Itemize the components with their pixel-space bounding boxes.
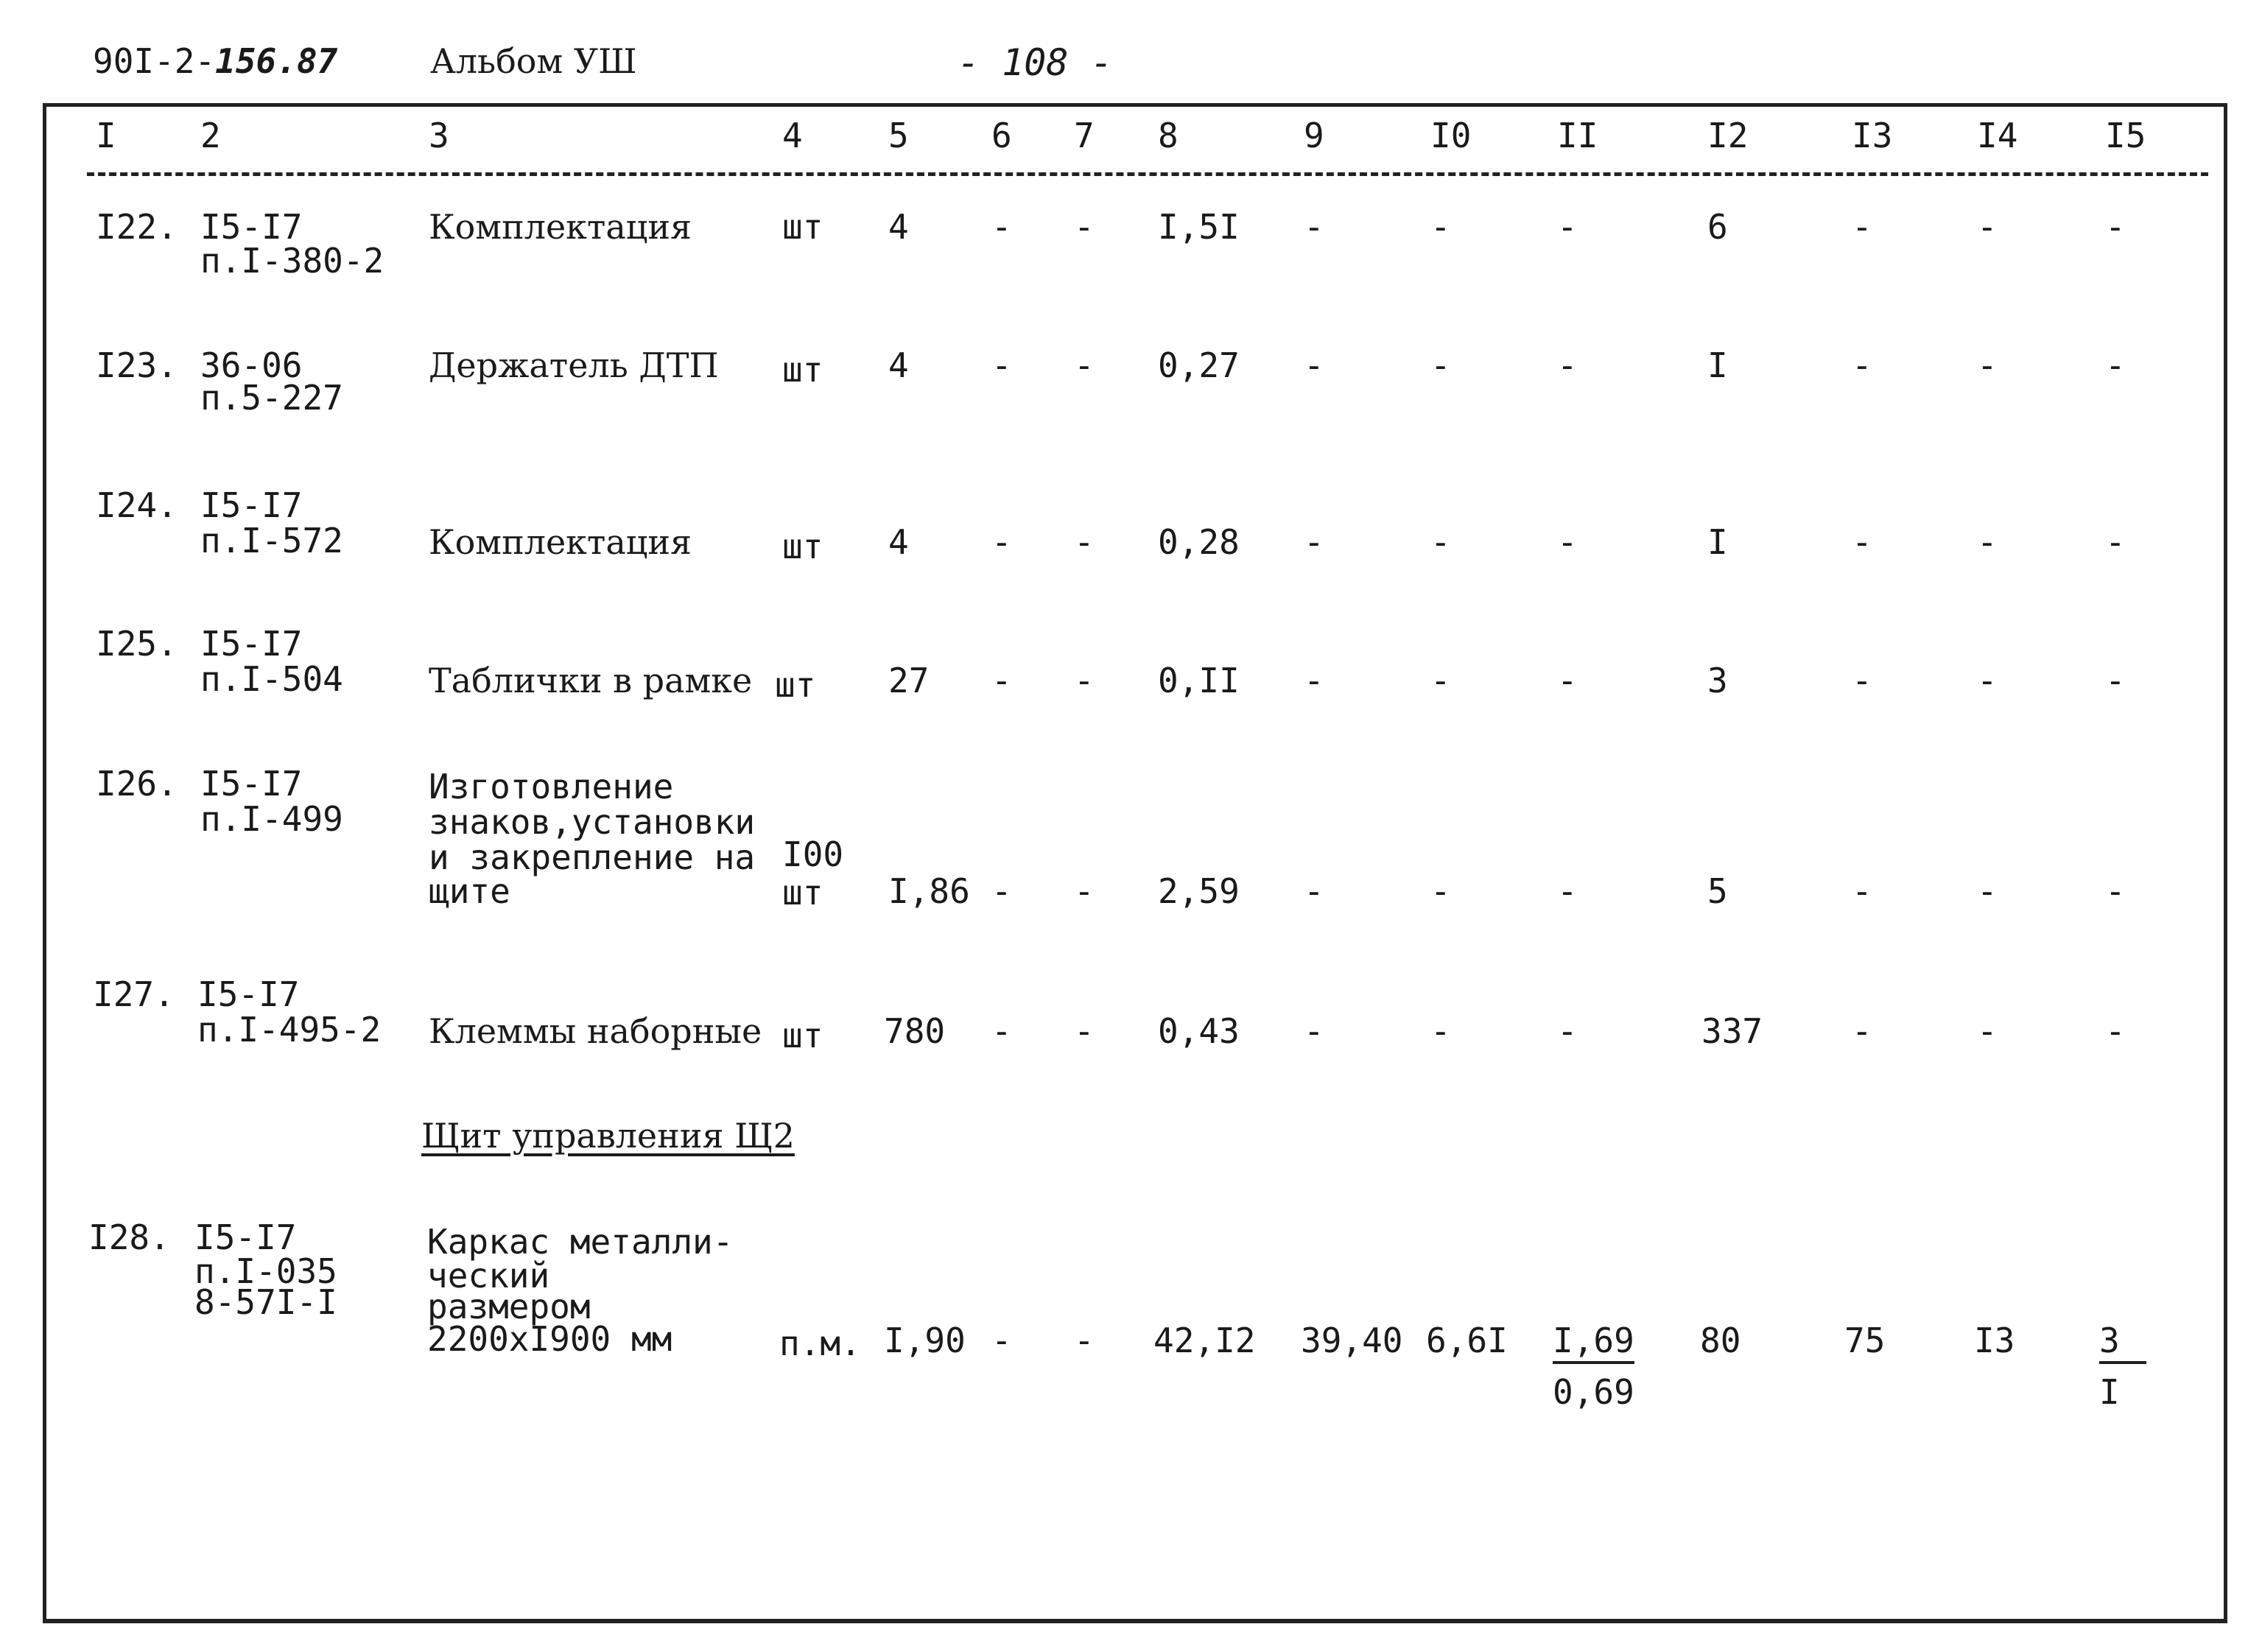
cell: I: [1707, 345, 1728, 385]
unit: шт: [782, 207, 823, 247]
row-number: I22.: [96, 207, 178, 247]
item-name: и закрепление на: [429, 837, 756, 877]
cell: -: [1304, 207, 1324, 247]
cell: -: [1852, 1011, 1872, 1051]
cell: -: [1074, 1321, 1095, 1360]
cell: -: [1852, 871, 1872, 911]
norm-code: п.5-227: [200, 378, 343, 418]
cell: -: [991, 207, 1012, 247]
table-frame: [43, 103, 2227, 1623]
item-name: Таблички в рамке: [429, 661, 753, 700]
fraction-top: I,69: [1553, 1323, 1634, 1364]
fraction-bottom: 0,69: [1553, 1372, 1634, 1412]
cell: -: [1557, 871, 1578, 911]
cell: 2,59: [1158, 871, 1240, 911]
row-number: I27.: [93, 974, 175, 1014]
unit: шт: [775, 665, 816, 705]
col-head-2: 2: [200, 116, 221, 155]
item-name: Комплектация: [429, 207, 692, 247]
col-head-13: I3: [1852, 116, 1893, 155]
norm-code: п.I-504: [200, 659, 343, 699]
cell: -: [1557, 522, 1578, 562]
cell: -: [1977, 661, 1998, 700]
unit: шт: [782, 350, 823, 390]
cell: 0,43: [1158, 1011, 1240, 1051]
cell: -: [1304, 345, 1324, 385]
quantity: 27: [888, 661, 930, 700]
cell: -: [1430, 661, 1451, 700]
norm-code: I5-I7: [200, 485, 303, 525]
cell: -: [1977, 345, 1998, 385]
item-name: щите: [429, 871, 510, 911]
quantity: 4: [888, 345, 909, 385]
item-name: размером: [427, 1287, 591, 1326]
col-head-1: I: [96, 116, 116, 155]
cell: -: [2105, 1011, 2126, 1051]
cell: 0,II: [1158, 661, 1240, 700]
quantity: 4: [888, 207, 909, 247]
cell: 42,I2: [1153, 1321, 1256, 1360]
cell: -: [1074, 661, 1095, 700]
cell: -: [1977, 522, 1998, 562]
cell: -: [1074, 207, 1095, 247]
cell: -: [1557, 1011, 1578, 1051]
col-head-4: 4: [782, 116, 803, 155]
cell: -: [1304, 871, 1324, 911]
norm-code: п.I-572: [200, 521, 343, 560]
norm-code: I5-I7: [200, 624, 303, 664]
quantity: 4: [888, 522, 909, 562]
fraction-bottom: I: [2099, 1372, 2120, 1412]
cell: 6: [1707, 207, 1728, 247]
cell: -: [991, 871, 1012, 911]
col-head-5: 5: [888, 116, 909, 155]
cell: -: [2105, 871, 2126, 911]
col-head-10: I0: [1430, 116, 1472, 155]
cell: -: [2105, 522, 2126, 562]
unit: шт: [782, 527, 823, 566]
cell: -: [1977, 207, 1998, 247]
item-name: Клеммы наборные: [429, 1011, 762, 1051]
cell: -: [1304, 522, 1324, 562]
unit: шт: [782, 1016, 823, 1055]
col-head-7: 7: [1074, 116, 1095, 155]
cell: -: [1074, 871, 1095, 911]
col-head-8: 8: [1158, 116, 1179, 155]
unit: п.м.: [779, 1324, 861, 1363]
cell: -: [1852, 522, 1872, 562]
cell: -: [1074, 522, 1095, 562]
norm-code: 36-06: [200, 345, 303, 385]
cell: -: [2105, 345, 2126, 385]
section-title: Щит управления Щ2: [421, 1116, 795, 1156]
quantity: 780: [884, 1011, 946, 1051]
page-number: - 108 -: [958, 41, 1113, 84]
cell: -: [1430, 207, 1451, 247]
row-number: I25.: [96, 624, 178, 664]
col-head-3: 3: [429, 116, 449, 155]
cell: -: [991, 1011, 1012, 1051]
unit: шт: [782, 873, 823, 913]
norm-code: п.I-380-2: [200, 241, 384, 281]
cell: 337: [1701, 1011, 1763, 1051]
norm-code: 8-57I-I: [194, 1282, 337, 1322]
item-name: знаков,установки: [429, 802, 756, 842]
cell: -: [991, 522, 1012, 562]
cell: 80: [1700, 1321, 1741, 1360]
item-name: Изготовление: [429, 767, 674, 806]
cell: -: [1557, 661, 1578, 700]
cell: I3: [1974, 1321, 2015, 1360]
cell: -: [991, 345, 1012, 385]
norm-code: I5-I7: [194, 1217, 297, 1257]
fraction-top: 3: [2099, 1323, 2146, 1364]
norm-code: I5-I7: [197, 974, 300, 1014]
cell: 6,6I: [1426, 1321, 1508, 1360]
cell: -: [1430, 522, 1451, 562]
cell: -: [1852, 661, 1872, 700]
norm-code: п.I-495-2: [197, 1010, 382, 1050]
item-name: Каркас металли-: [427, 1222, 734, 1262]
quantity: I,86: [888, 871, 970, 911]
cell: I,5I: [1158, 207, 1240, 247]
cell: 0,28: [1158, 522, 1240, 562]
row-number: I24.: [96, 485, 178, 525]
norm-code: п.I-499: [200, 799, 343, 839]
cell: 3: [1707, 661, 1728, 700]
cell: -: [1557, 345, 1578, 385]
item-name: Комплектация: [429, 522, 692, 562]
cell: -: [2105, 661, 2126, 700]
row-number: I23.: [96, 345, 178, 385]
cell: 5: [1707, 871, 1728, 911]
document-code: 90I-2-156.87: [93, 41, 338, 81]
cell: -: [991, 661, 1012, 700]
col-head-15: I5: [2105, 116, 2146, 155]
cell: -: [1852, 345, 1872, 385]
row-number: I28.: [88, 1217, 170, 1257]
cell: -: [2105, 207, 2126, 247]
norm-code: п.I-035: [194, 1251, 337, 1291]
col-head-6: 6: [991, 116, 1012, 155]
col-head-9: 9: [1304, 116, 1324, 155]
item-name: Держатель ДТП: [429, 345, 719, 385]
cell: 0,27: [1158, 345, 1240, 385]
col-head-12: I2: [1707, 116, 1749, 155]
row-number: I26.: [96, 764, 178, 804]
cell: -: [1304, 1011, 1324, 1051]
cell: 39,40: [1301, 1321, 1403, 1360]
norm-code: I5-I7: [200, 207, 303, 247]
cell: -: [1977, 1011, 1998, 1051]
header-divider: [87, 172, 2208, 176]
album-label: Альбом УШ: [430, 41, 637, 81]
cell: -: [991, 1321, 1012, 1360]
quantity: I,90: [884, 1321, 966, 1360]
cell: -: [1430, 345, 1451, 385]
cell: -: [1557, 207, 1578, 247]
cell: -: [1852, 207, 1872, 247]
cell: -: [1074, 1011, 1095, 1051]
norm-code: I5-I7: [200, 764, 303, 804]
col-head-14: I4: [1977, 116, 2018, 155]
cell: -: [1977, 871, 1998, 911]
cell: -: [1304, 661, 1324, 700]
cell: -: [1430, 871, 1451, 911]
cell: -: [1074, 345, 1095, 385]
cell: -: [1430, 1011, 1451, 1051]
cell: I: [1707, 522, 1728, 562]
col-head-11: II: [1557, 116, 1598, 155]
unit: I00: [782, 834, 844, 874]
item-name: 2200хI900 мм: [427, 1319, 672, 1359]
item-name: ческий: [427, 1256, 550, 1296]
cell: 75: [1844, 1321, 1886, 1360]
